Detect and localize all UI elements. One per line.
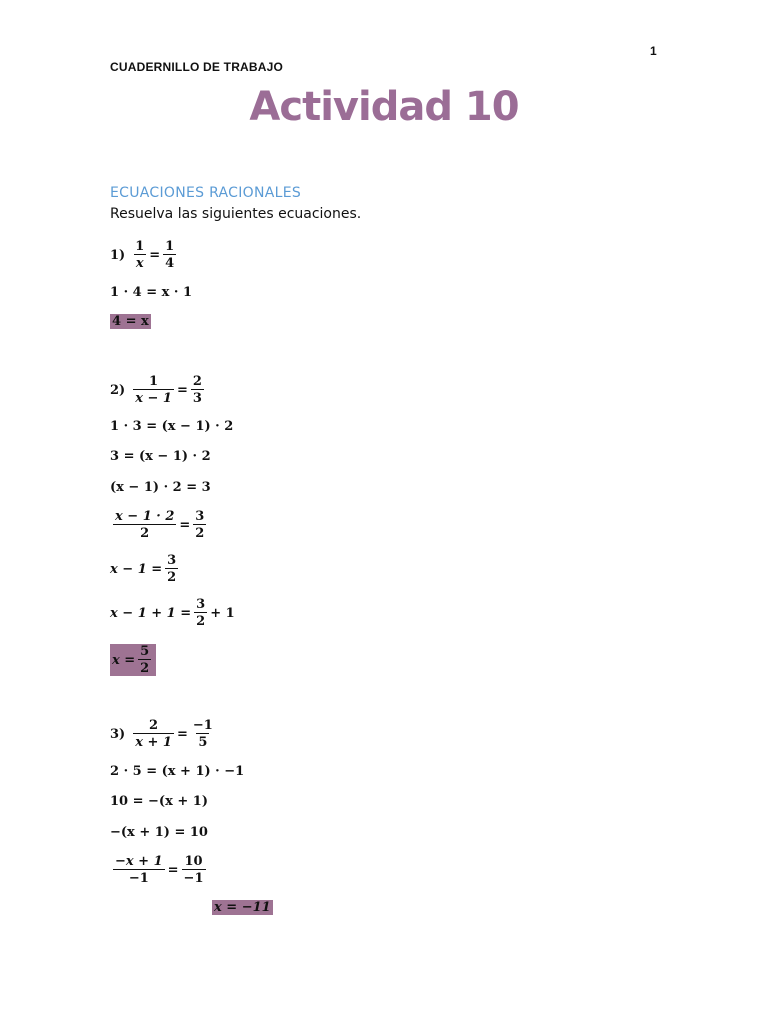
answer-highlight: x = −11 (214, 900, 271, 915)
fraction-denominator: −1 (113, 869, 165, 885)
fraction-numerator: 1 (149, 374, 159, 389)
fraction-denominator: −1 (183, 871, 204, 886)
problem-2-equation: 2) $\frac{1}{x - 1}$ = $\frac{2}{3}$ (110, 374, 202, 406)
problem-2-step-5 (110, 554, 181, 584)
problem-3-step-3: −(x + 1) = 10 (110, 825, 208, 840)
step-6-lhs: x − 1 + 1 = (110, 605, 192, 621)
fraction-numerator: 2 (192, 374, 202, 389)
page-title: Actividad 10 (249, 84, 519, 130)
step-5-fraction (165, 554, 178, 584)
problem-3-step-2: 10 = −(x + 1) (110, 794, 208, 809)
step-6-tail: + 1 (210, 605, 235, 621)
problem-3-equation: 3) $\frac{2}{x + 1}$ = $\frac{-1}{5}$ (110, 718, 213, 750)
fraction-denominator: 3 (192, 391, 202, 406)
fraction-numerator: 1 (135, 239, 145, 254)
answer-highlight: 4 = x (112, 314, 149, 329)
answer-highlight (110, 644, 156, 676)
problem-1-label: 1) (110, 247, 126, 263)
fraction-denominator: x (135, 256, 144, 271)
step-4-rhs-fraction (193, 510, 206, 540)
step-5-lhs: x − 1 = (110, 561, 163, 577)
fraction-numerator: 1 (165, 239, 175, 254)
document-header: CUADERNILLO DE TRABAJO (110, 60, 284, 74)
fraction-denominator: x + 1 (135, 735, 172, 750)
problem-2-lhs-fraction (133, 375, 174, 405)
fraction-numerator: 10 (184, 854, 203, 869)
fraction-numerator: 3 (195, 509, 205, 524)
answer-lhs: x = (112, 652, 136, 668)
fraction-numerator: −1 (192, 718, 213, 733)
problem-2-label: 2) (110, 382, 126, 398)
fraction-numerator: 3 (196, 597, 206, 612)
problem-3-label: 3) (110, 726, 126, 742)
step-6-fraction (194, 598, 207, 628)
fraction-denominator: 4 (165, 256, 175, 271)
problem-2-answer (110, 644, 156, 676)
step-4-rhs-fraction (182, 855, 206, 885)
problem-1-lhs-fraction (133, 240, 146, 270)
problem-3-step-1: 2 · 5 = (x + 1) · −1 (110, 764, 245, 779)
fraction-denominator: 2 (113, 524, 176, 540)
answer-fraction (138, 645, 151, 675)
fraction-numerator: 2 (149, 718, 159, 733)
problem-1-step-1: 1 · 4 = x · 1 (110, 285, 192, 300)
section-title: ECUACIONES RACIONALES (110, 185, 302, 201)
problem-2-step-4: $\frac{x - 1 \cdot 2}{2}$ = $\frac{3}{2}$ (115, 509, 205, 541)
problem-1-answer (110, 314, 151, 329)
step-4-lhs-fraction (113, 510, 176, 540)
problem-3-step-4: $\frac{-x + 1}{-1}$ = $\frac{10}{-1}$ (115, 854, 204, 886)
fraction-denominator: 2 (195, 526, 205, 541)
instruction-text: Resuelva las siguientes ecuaciones. (110, 206, 362, 222)
fraction-denominator: x − 1 (135, 391, 172, 406)
fraction-numerator: 3 (167, 553, 177, 568)
problem-3-rhs-fraction (191, 719, 215, 749)
problem-3-answer (212, 900, 273, 915)
fraction-numerator: x − 1 · 2 (115, 509, 175, 524)
fraction-denominator: 2 (167, 570, 177, 585)
fraction-numerator: −x + 1 (115, 854, 163, 869)
problem-2-step-6 (110, 598, 235, 628)
problem-2-step-2: 3 = (x − 1) · 2 (110, 449, 211, 464)
page-number: 1 (650, 44, 657, 58)
problem-2-step-1: 1 · 3 = (x − 1) · 2 (110, 419, 234, 434)
problem-1-equation: 1) $\frac{1}{x}$ = $\frac{1}{4}$ (110, 239, 175, 271)
fraction-denominator: 2 (140, 661, 150, 676)
fraction-denominator: 5 (198, 735, 208, 750)
fraction-denominator: 2 (196, 614, 206, 629)
fraction-numerator: 5 (140, 644, 150, 659)
step-4-lhs-fraction (113, 855, 165, 885)
problem-2-rhs-fraction (191, 375, 204, 405)
problem-3-lhs-fraction (133, 719, 174, 749)
problem-1-rhs-fraction (163, 240, 176, 270)
problem-2-step-3: (x − 1) · 2 = 3 (110, 480, 211, 495)
